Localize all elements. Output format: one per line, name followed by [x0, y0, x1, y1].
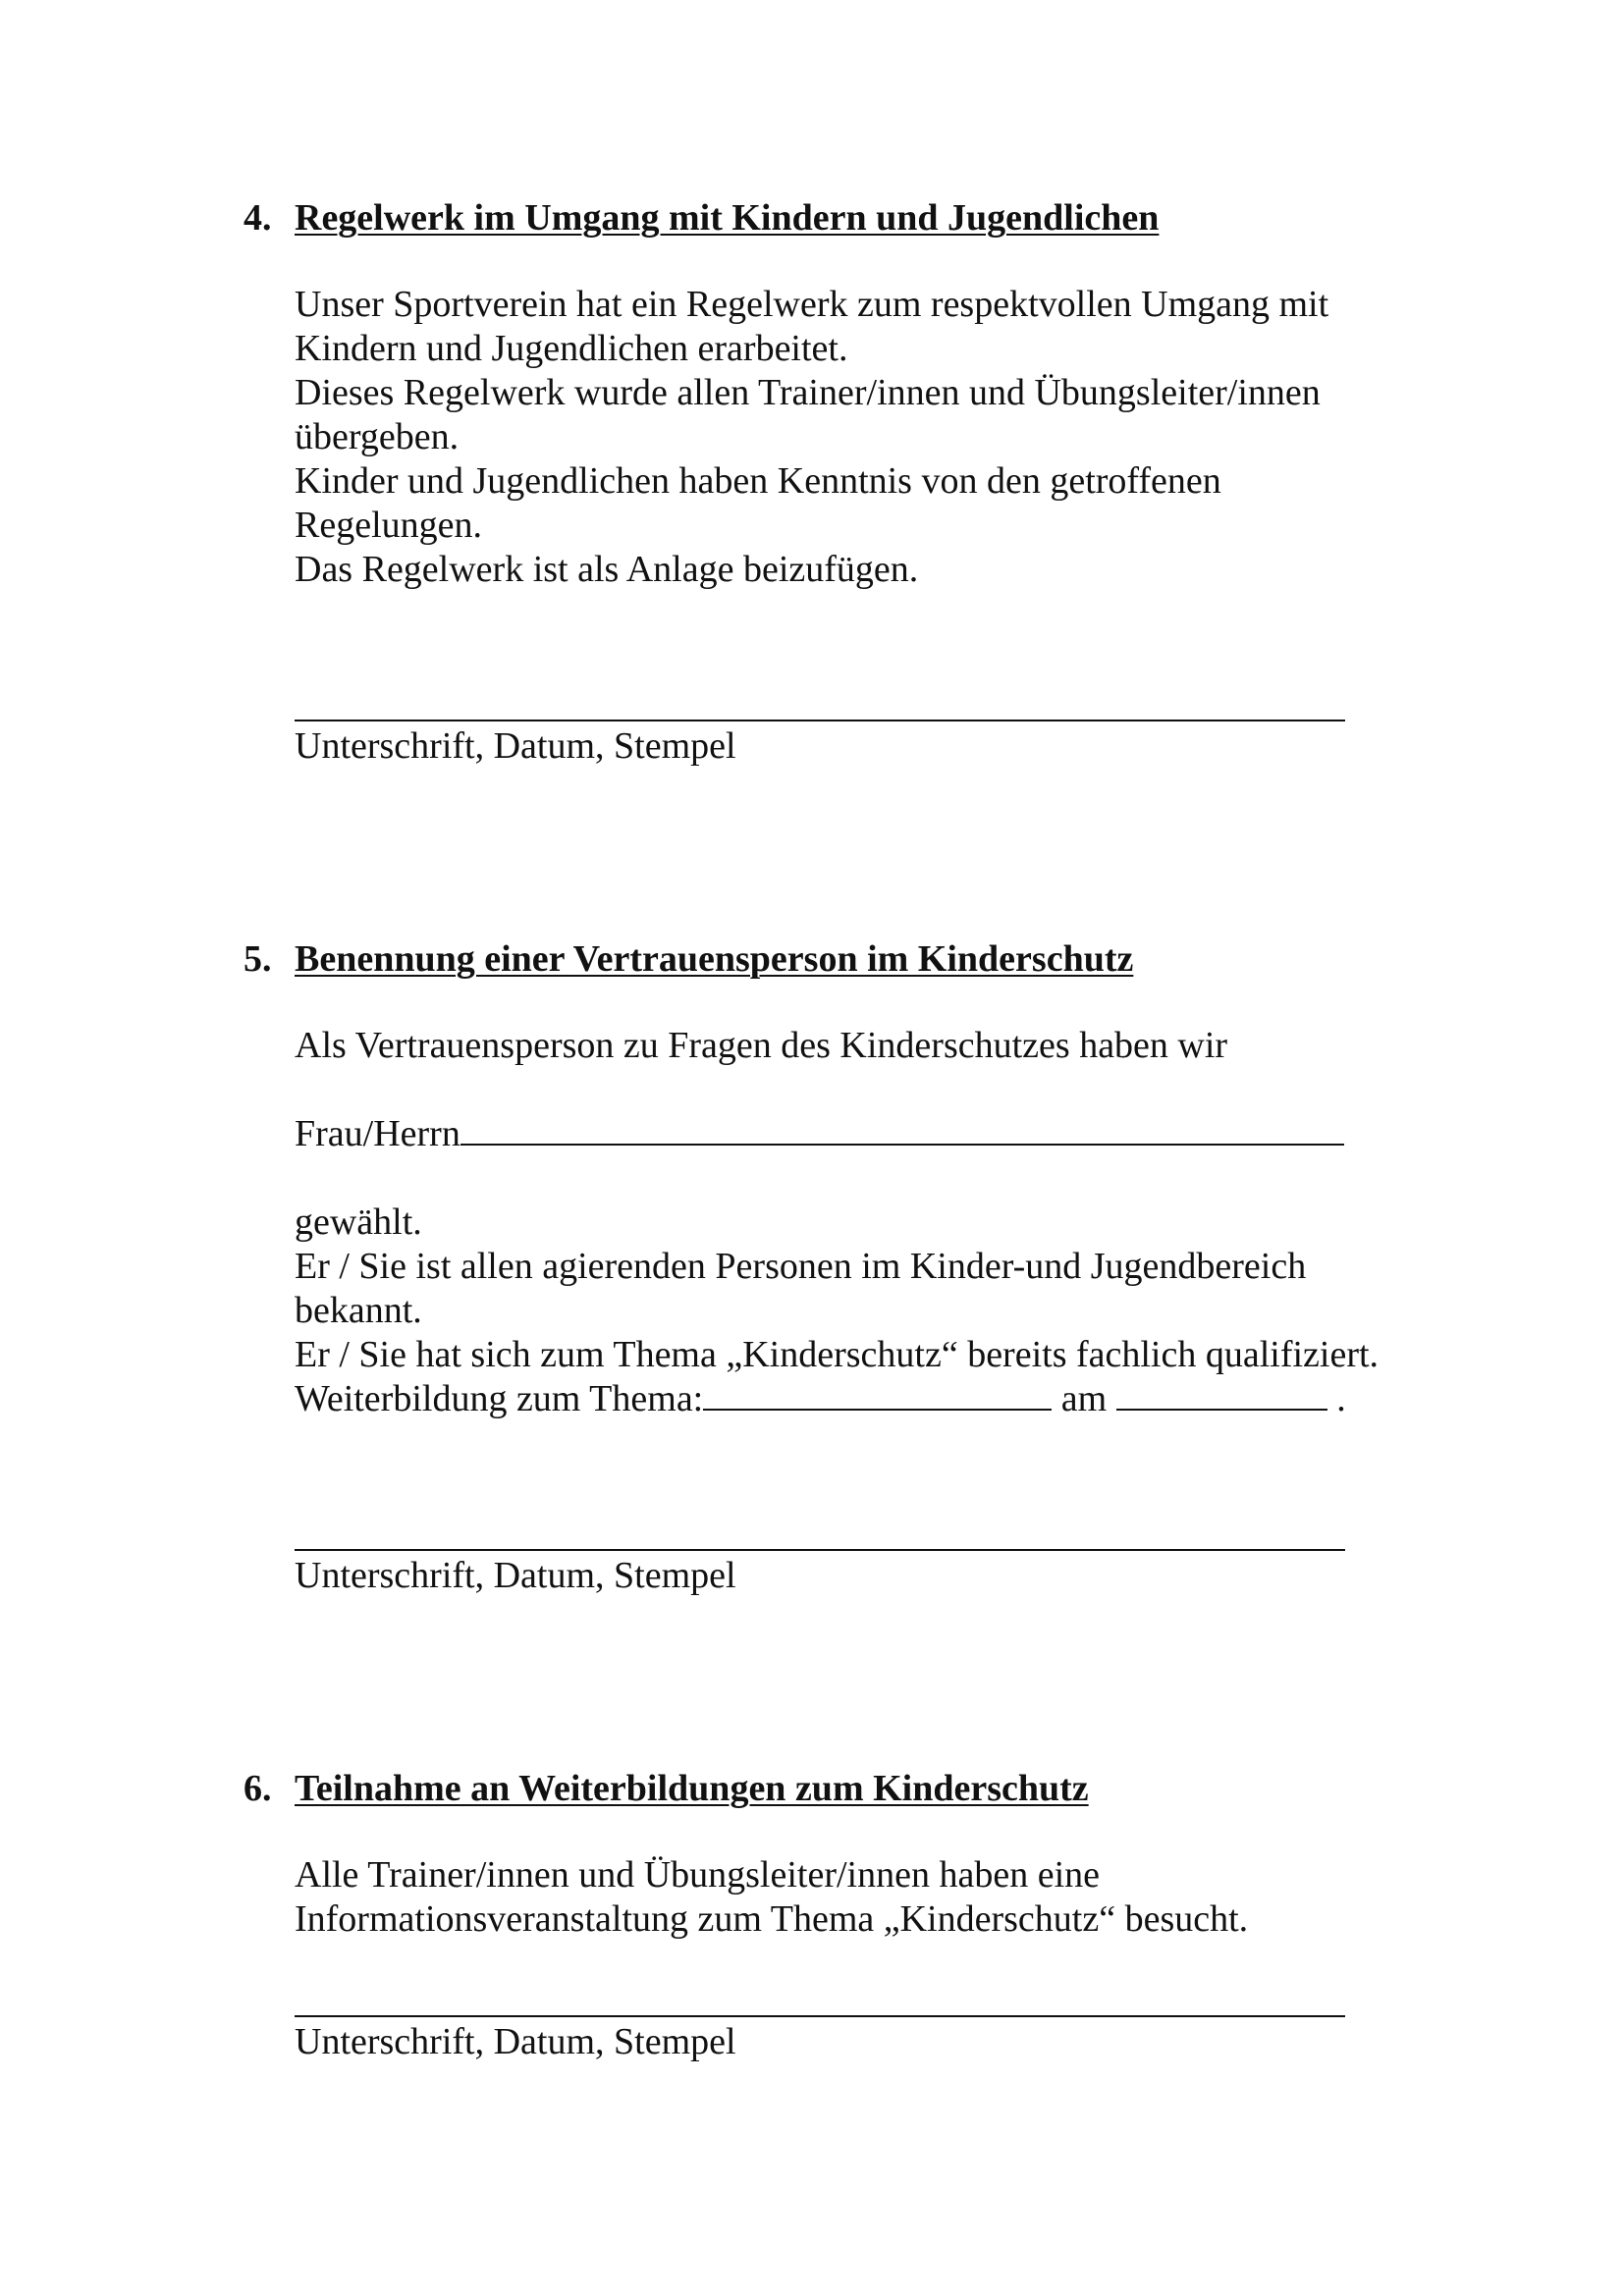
- signature-line[interactable]: [295, 2015, 1345, 2017]
- body-line: Unser Sportverein hat ein Regelwerk zum respektvollen Umgang mit: [295, 284, 1329, 325]
- training-date-label: am: [1060, 1378, 1108, 1419]
- person-label: Frau/Herrn: [295, 1113, 460, 1154]
- section-title: Regelwerk im Umgang mit Kindern und Jugendlichen: [295, 197, 1160, 239]
- person-row: [295, 1112, 1344, 1156]
- section-number: 6.: [244, 1768, 272, 1809]
- body-line: Dieses Regelwerk wurde allen Trainer/innen und Übungsleiter/innen: [295, 372, 1321, 413]
- section-intro: [295, 1024, 1227, 1068]
- body-line: Als Vertrauensperson zu Fragen des Kinderschutzes haben wir: [295, 1025, 1228, 1066]
- section-title: Benennung einer Vertrauensperson im Kinderschutz: [295, 938, 1134, 980]
- body-line: bekannt.: [295, 1290, 422, 1331]
- section-title: Teilnahme an Weiterbildungen zum Kinderschutz: [295, 1768, 1089, 1809]
- signature-caption: Unterschrift, Datum, Stempel: [295, 1555, 736, 1596]
- section-number: 5.: [244, 938, 272, 980]
- training-end: .: [1336, 1378, 1346, 1419]
- body-line: Regelungen.: [295, 505, 483, 546]
- section-number: 4.: [244, 197, 272, 239]
- section-body: [295, 283, 1328, 592]
- training-label: Weiterbildung zum Thema:: [295, 1378, 704, 1419]
- person-name-field[interactable]: [460, 1112, 1344, 1146]
- signature-caption: Unterschrift, Datum, Stempel: [295, 2021, 736, 2062]
- training-date-field[interactable]: [1116, 1377, 1327, 1411]
- section-body: [295, 1853, 1248, 1942]
- body-line: Informationsveranstaltung zum Thema „Kinderschutz“ besucht.: [295, 1898, 1249, 1940]
- body-line: Kindern und Jugendlichen erarbeitet.: [295, 328, 848, 369]
- section-6: [244, 1767, 1481, 2120]
- signature-line[interactable]: [295, 720, 1345, 721]
- body-line: Er / Sie ist allen agierenden Personen im Kinder-und Jugendbereich: [295, 1246, 1307, 1287]
- signature-caption: Unterschrift, Datum, Stempel: [295, 725, 736, 767]
- body-line: Das Regelwerk ist als Anlage beizufügen.: [295, 549, 919, 590]
- body-line: Alle Trainer/innen und Übungsleiter/innen haben eine: [295, 1854, 1100, 1896]
- body-line: gewählt.: [295, 1201, 422, 1243]
- body-line: Er / Sie hat sich zum Thema „Kinderschutz“ bereits fachlich qualifiziert.: [295, 1334, 1380, 1375]
- body-line: Kinder und Jugendlichen haben Kenntnis von den getroffenen: [295, 460, 1221, 502]
- section-5: [244, 937, 1481, 1625]
- section-body: [295, 1201, 1379, 1377]
- training-row: [295, 1377, 1346, 1421]
- signature-line[interactable]: [295, 1549, 1345, 1551]
- body-line: übergeben.: [295, 416, 460, 457]
- training-topic-field[interactable]: [703, 1377, 1052, 1411]
- section-4: [244, 196, 1481, 785]
